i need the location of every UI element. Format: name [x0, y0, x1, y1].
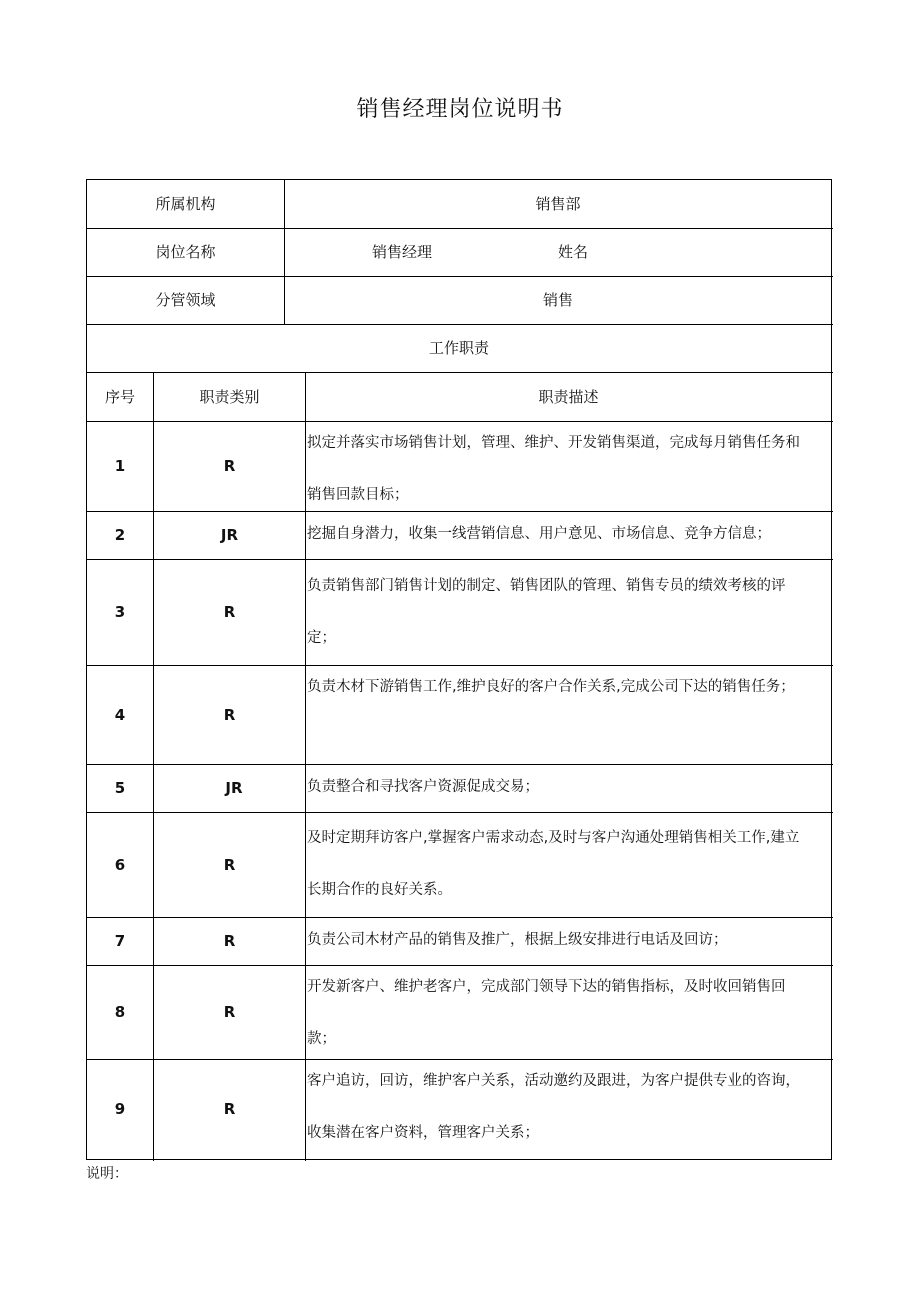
row-index: 9 — [114, 1100, 126, 1118]
org-label: 所属机构 — [155, 195, 216, 213]
row-description: 挖掘自身潜力，收集一线营销信息、用户意见、市场信息、竞争方信息； — [307, 526, 771, 543]
row-category: R — [223, 932, 236, 950]
row-index: 7 — [114, 932, 126, 950]
row-description: 负责销售部门销售计划的制定、销售团队的管理、销售专员的绩效考核的评定； — [307, 578, 786, 646]
name-label: 姓名 — [557, 243, 588, 261]
row-description: 开发新客户、维护老客户，完成部门领导下达的销售指标，及时收回销售回款； — [307, 979, 786, 1047]
row-description: 负责木材下游销售工作,维护良好的客户合作关系,完成公司下达的销售任务； — [307, 679, 795, 695]
row-category: R — [223, 705, 236, 724]
row-description: 负责公司木材产品的销售及推广，根据上级安排进行电话及回访； — [307, 932, 728, 949]
row-category: R — [223, 1100, 236, 1118]
row-index: 1 — [114, 457, 126, 475]
duties-section-title: 工作职责 — [428, 339, 489, 357]
row-description: 及时定期拜访客户,掌握客户需求动态,及时与客户沟通处理销售相关工作,建立长期合作的良好关系。 — [307, 830, 800, 898]
note-label: 说明： — [86, 1166, 128, 1182]
position-label: 岗位名称 — [155, 243, 216, 261]
row-category: R — [223, 457, 236, 475]
row-index: 4 — [114, 705, 126, 724]
row-index: 3 — [114, 603, 126, 621]
row-category: R — [223, 603, 236, 621]
row-index: 6 — [114, 855, 126, 874]
position-value: 销售经理 — [371, 243, 432, 261]
row-category: R — [223, 855, 236, 874]
row-index: 5 — [114, 779, 126, 797]
area-label: 分管领域 — [155, 291, 216, 309]
document-title: 销售经理岗位说明书 — [356, 97, 564, 122]
row-description: 客户追访，回访，维护客户关系，活动邀约及跟进，为客户提供专业的咨询，收集潜在客户资料，管理客户关系； — [307, 1073, 800, 1141]
row-category: JR — [220, 526, 239, 544]
area-value: 销售 — [542, 291, 573, 309]
header-description: 职责描述 — [538, 387, 599, 406]
row-index: 2 — [114, 526, 126, 544]
row-index: 8 — [114, 1003, 126, 1021]
row-description: 负责整合和寻找客户资源促成交易； — [307, 779, 539, 796]
row-category: R — [223, 1003, 236, 1021]
org-value: 销售部 — [535, 195, 581, 213]
job-description-table — [86, 179, 832, 1160]
header-category: 职责类别 — [199, 387, 260, 406]
row-category: JR — [225, 779, 243, 797]
row-description: 拟定并落实市场销售计划，管理、维护、开发销售渠道，完成每月销售任务和销售回款目标； — [307, 435, 800, 503]
header-index: 序号 — [104, 387, 135, 406]
